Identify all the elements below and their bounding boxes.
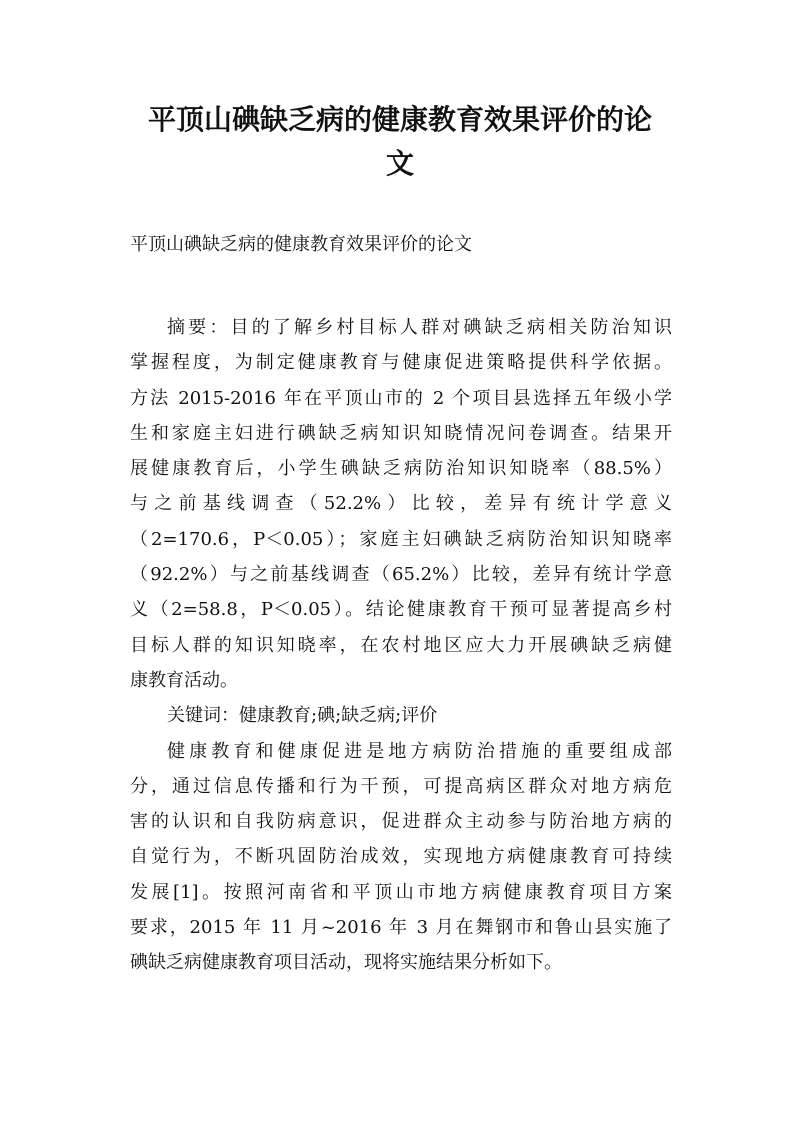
document-subtitle: 平顶山碘缺乏病的健康教育效果评价的论文 [130, 234, 472, 255]
text-line: 碘缺乏病健康教育项目活动，现将实施结果分析如下。 [130, 952, 562, 974]
text-line: 害的认识和自我防病意识，促进群众主动参与防治地方病的 [130, 811, 672, 833]
text-line: 生和家庭主妇进行碘缺乏病知识知晓情况问卷调查。结果开 [130, 422, 672, 444]
text-line: 分，通过信息传播和行为干预，可提高病区群众对地方病危 [130, 775, 672, 797]
text-line: 康教育活动。 [130, 669, 238, 691]
text-line: 要求，2015 年 11 月~2016 年 3 月在舞钢市和鲁山县实施了 [130, 917, 672, 939]
text-line: 健康教育和健康促进是地方病防治措施的重要组成部 [167, 740, 672, 762]
abstract-paragraph [130, 310, 672, 698]
text-line: 方法 2015-2016 年在平顶山市的 2 个项目县选择五年级小学 [130, 387, 672, 409]
text-line: 自觉行为，不断巩固防治成效，实现地方病健康教育可持续 [130, 846, 672, 868]
text-line: 掌握程度，为制定健康教育与健康促进策略提供科学依据。 [130, 352, 672, 374]
text-line: （2=170.6，P＜0.05）；家庭主妇碘缺乏病防治知识知晓率 [130, 528, 672, 550]
text-line: 展健康教育后，小学生碘缺乏病防治知识知晓率（88.5%） [130, 458, 672, 480]
text-line: 摘要：目的了解乡村目标人群对碘缺乏病相关防治知识 [167, 317, 672, 338]
title-line: 文 [385, 147, 414, 180]
text-line: 与之前基线调查（52.2%）比较，差异有统计学意义 [130, 493, 672, 515]
intro-paragraph [130, 734, 672, 981]
document-title [100, 98, 700, 186]
text-line: 义（2=58.8，P＜0.05）。结论健康教育干预可显著提高乡村 [130, 599, 672, 621]
keywords: 关键词：健康教育;碘;缺乏病;评价 [167, 705, 438, 727]
text-line: 发展[1]。按照河南省和平顶山市地方病健康教育项目方案 [130, 881, 672, 903]
document-body [130, 310, 672, 981]
title-line: 平顶山碘缺乏病的健康教育效果评价的论 [147, 103, 652, 136]
text-line: 目标人群的知识知晓率，在农村地区应大力开展碘缺乏病健 [130, 634, 672, 656]
text-line: （92.2%）与之前基线调查（65.2%）比较，差异有统计学意 [130, 564, 672, 586]
